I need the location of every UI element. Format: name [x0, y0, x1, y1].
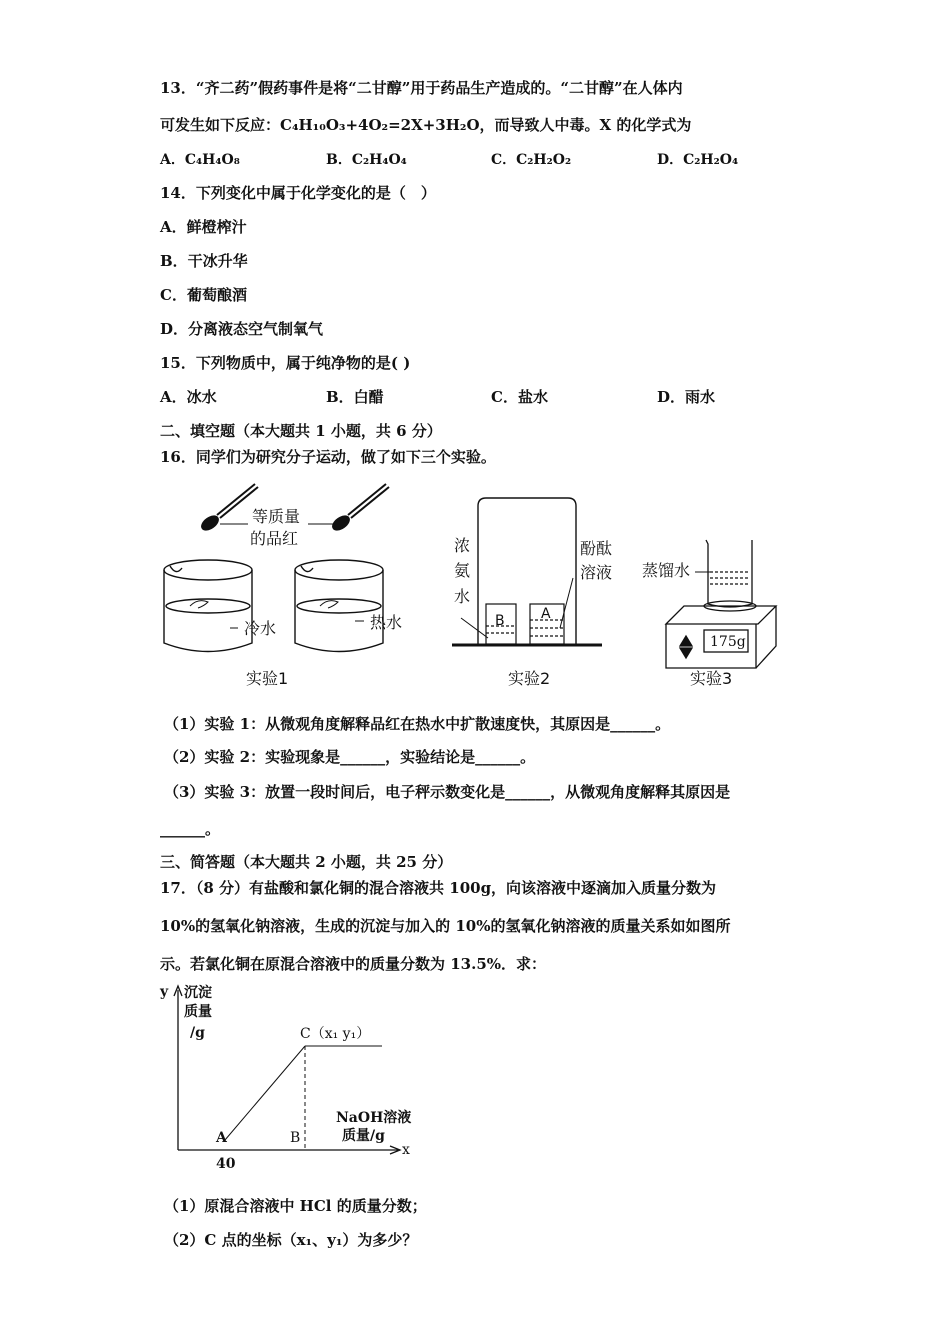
q16-sub1: （1）实验 1：从微观角度解释品红在热水中扩散速度快，其原因是______。 — [164, 715, 671, 733]
label-equal-mass-1: 等质量 — [252, 507, 301, 526]
q17-line3: 示。若氯化铜在原混合溶液中的质量分数为 13.5%．求： — [160, 955, 547, 973]
q17-line1: 17．（8 分）有盐酸和氯化铜的混合溶液共 100g，向该溶液中逐滴加入质量分数为 — [160, 879, 717, 897]
beaker-hot-water — [295, 560, 383, 652]
q15-option-b: B．白醋 — [326, 388, 384, 406]
experiments-figure — [150, 478, 790, 693]
label-beaker-a: A — [541, 606, 551, 622]
label-hot-water: 热水 — [370, 613, 403, 632]
q14-option-b: B．干冰升华 — [160, 252, 248, 270]
q16-stem: 16．同学们为研究分子运动，做了如下三个实验。 — [160, 448, 496, 466]
q14-option-a: A．鲜橙榨汁 — [160, 218, 247, 236]
spoon-left-icon — [200, 484, 258, 532]
beaker-distilled-water — [706, 540, 752, 607]
y-axis-label-3: /g — [190, 1025, 205, 1041]
caption-experiment-3: 实验3 — [690, 669, 733, 688]
point-c-label: C（x₁ y₁） — [300, 1026, 371, 1042]
q13-option-b: B．C₂H₄O₄ — [326, 152, 407, 168]
q17-sub1: （1）原混合溶液中 HCl 的质量分数； — [164, 1197, 427, 1215]
tick-40: 40 — [216, 1156, 236, 1172]
label-beaker-b: B — [495, 613, 505, 629]
q13-option-d: D．C₂H₂O₄ — [657, 152, 739, 168]
caption-experiment-2: 实验2 — [508, 669, 551, 688]
q16-sub3-cont: ______。 — [160, 820, 221, 838]
q15-option-c: C．盐水 — [491, 388, 548, 406]
section-2-heading: 二、填空题（本大题共 1 小题，共 6 分） — [160, 422, 442, 440]
x-axis-label-2: 质量/g — [342, 1128, 385, 1144]
label-phenolphthalein-2: 溶液 — [580, 563, 613, 582]
label-ammonia-3: 水 — [454, 587, 471, 606]
q16-sub2: （2）实验 2：实验现象是______，实验结论是______。 — [164, 748, 536, 766]
q15-stem: 15．下列物质中，属于纯净物的是( ) — [160, 354, 411, 372]
y-axis-label-1: 沉淀 — [184, 985, 212, 1001]
y-axis-label-2: 质量 — [184, 1004, 212, 1020]
point-a-label: A — [216, 1130, 227, 1146]
section-3-heading: 三、简答题（本大题共 2 小题，共 25 分） — [160, 853, 453, 871]
point-b-label: B — [290, 1130, 301, 1146]
q14-stem: 14．下列变化中属于化学变化的是（ ） — [160, 184, 436, 202]
q14-option-c: C．葡萄酿酒 — [160, 286, 247, 304]
label-distilled-water: 蒸馏水 — [642, 561, 691, 580]
q14-option-d: D．分离液态空气制氧气 — [160, 320, 324, 338]
label-ammonia-2: 氨 — [454, 561, 471, 580]
x-axis-label-1: NaOH溶液 — [336, 1110, 412, 1126]
x-axis-letter: x — [402, 1142, 410, 1158]
label-ammonia-1: 浓 — [454, 536, 471, 555]
label-phenolphthalein-1: 酚酞 — [580, 539, 613, 558]
scale-reading: 175g — [710, 634, 746, 650]
q17-line2: 10%的氢氧化钠溶液，生成的沉淀与加入的 10%的氢氧化钠溶液的质量关系如如图所 — [160, 917, 731, 935]
caption-experiment-1: 实验1 — [246, 669, 289, 688]
beaker-cold-water — [164, 560, 252, 652]
precipitate-graph — [150, 980, 430, 1180]
q13-line2: 可发生如下反应：C₄H₁₀O₃+4O₂=2X+3H₂O，而导致人中毒。X 的化学式为 — [160, 116, 692, 134]
q15-option-d: D．雨水 — [657, 388, 716, 406]
label-cold-water: 冷水 — [244, 619, 277, 638]
q15-option-a: A．冰水 — [160, 388, 217, 406]
q16-sub3: （3）实验 3：放置一段时间后，电子秤示数变化是______，从微观角度解释其原因是 — [164, 783, 731, 801]
label-equal-mass-2: 的品红 — [250, 529, 299, 548]
spoon-right-icon — [331, 484, 389, 532]
graph-line-rising — [225, 1046, 305, 1140]
q13-option-a: A．C₄H₄O₈ — [160, 152, 240, 168]
q17-sub2: （2）C 点的坐标（x₁、y₁）为多少？ — [164, 1231, 418, 1249]
y-axis-letter: y — [160, 984, 169, 1000]
q13-line1: 13．“齐二药”假药事件是将“二甘醇”用于药品生产造成的。“二甘醇”在人体内 — [160, 79, 683, 97]
q13-option-c: C．C₂H₂O₂ — [491, 152, 572, 168]
